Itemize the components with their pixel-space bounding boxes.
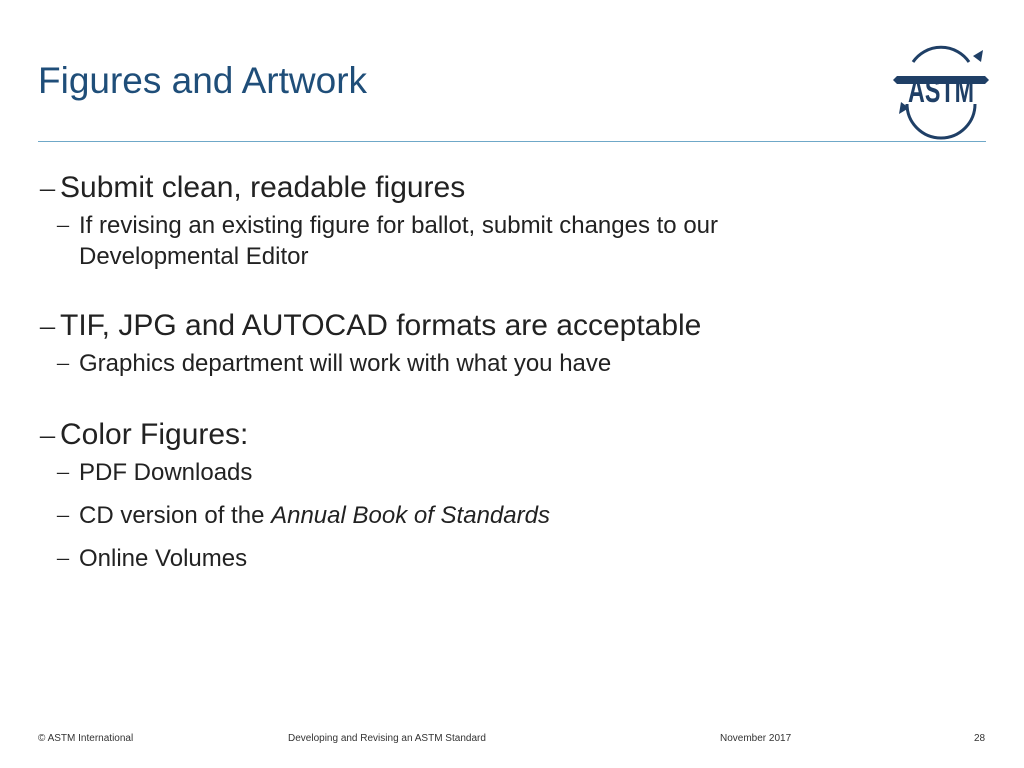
sub-bullet-2-1 bbox=[40, 348, 940, 379]
astm-logo bbox=[893, 44, 989, 120]
bullet-1 bbox=[40, 168, 940, 208]
bullet-list bbox=[40, 168, 940, 574]
sub-bullet-text bbox=[79, 500, 809, 531]
bullet-3 bbox=[40, 415, 940, 455]
bullet-text: Submit clean, readable figures bbox=[60, 171, 466, 204]
footer-title: Developing and Revising an ASTM Standard bbox=[288, 733, 486, 744]
dash-marker: – bbox=[57, 350, 69, 376]
sub-bullet-1-1 bbox=[40, 210, 940, 272]
dash-marker: – bbox=[57, 502, 69, 528]
footer-copyright: © ASTM International bbox=[38, 733, 134, 744]
dash-marker: – bbox=[40, 309, 55, 342]
sub-bullet-3-3 bbox=[40, 543, 940, 574]
book-title: Annual Book of Standards bbox=[271, 502, 550, 529]
sub-bullet-3-1 bbox=[40, 457, 940, 488]
dash-marker: – bbox=[40, 171, 55, 204]
bullet-2 bbox=[40, 306, 940, 346]
sub-bullet-text: Online Volumes bbox=[79, 545, 248, 572]
dash-marker: – bbox=[57, 545, 69, 571]
sub-bullet-text: Graphics department will work with what you have bbox=[79, 350, 612, 377]
slide-title: Figures and Artwork bbox=[38, 60, 368, 101]
bullet-text: Color Figures: bbox=[60, 418, 249, 451]
sub-bullet-text: If revising an existing figure for ballot, submit changes to our Developmental Editor bbox=[79, 212, 718, 270]
logo-lettering: ASTM bbox=[908, 72, 974, 110]
dash-marker: – bbox=[57, 212, 69, 238]
sub-bullet-prefix: CD version of the bbox=[79, 502, 272, 529]
bullet-text: TIF, JPG and AUTOCAD formats are acceptable bbox=[60, 309, 702, 342]
sub-bullet-3-2 bbox=[40, 500, 940, 531]
sub-bullet-text: PDF Downloads bbox=[79, 459, 253, 486]
page-number: 28 bbox=[974, 733, 986, 744]
dash-marker: – bbox=[57, 459, 69, 485]
dash-marker: – bbox=[40, 418, 55, 451]
title-divider bbox=[38, 141, 986, 142]
footer-date: November 2017 bbox=[720, 733, 792, 744]
